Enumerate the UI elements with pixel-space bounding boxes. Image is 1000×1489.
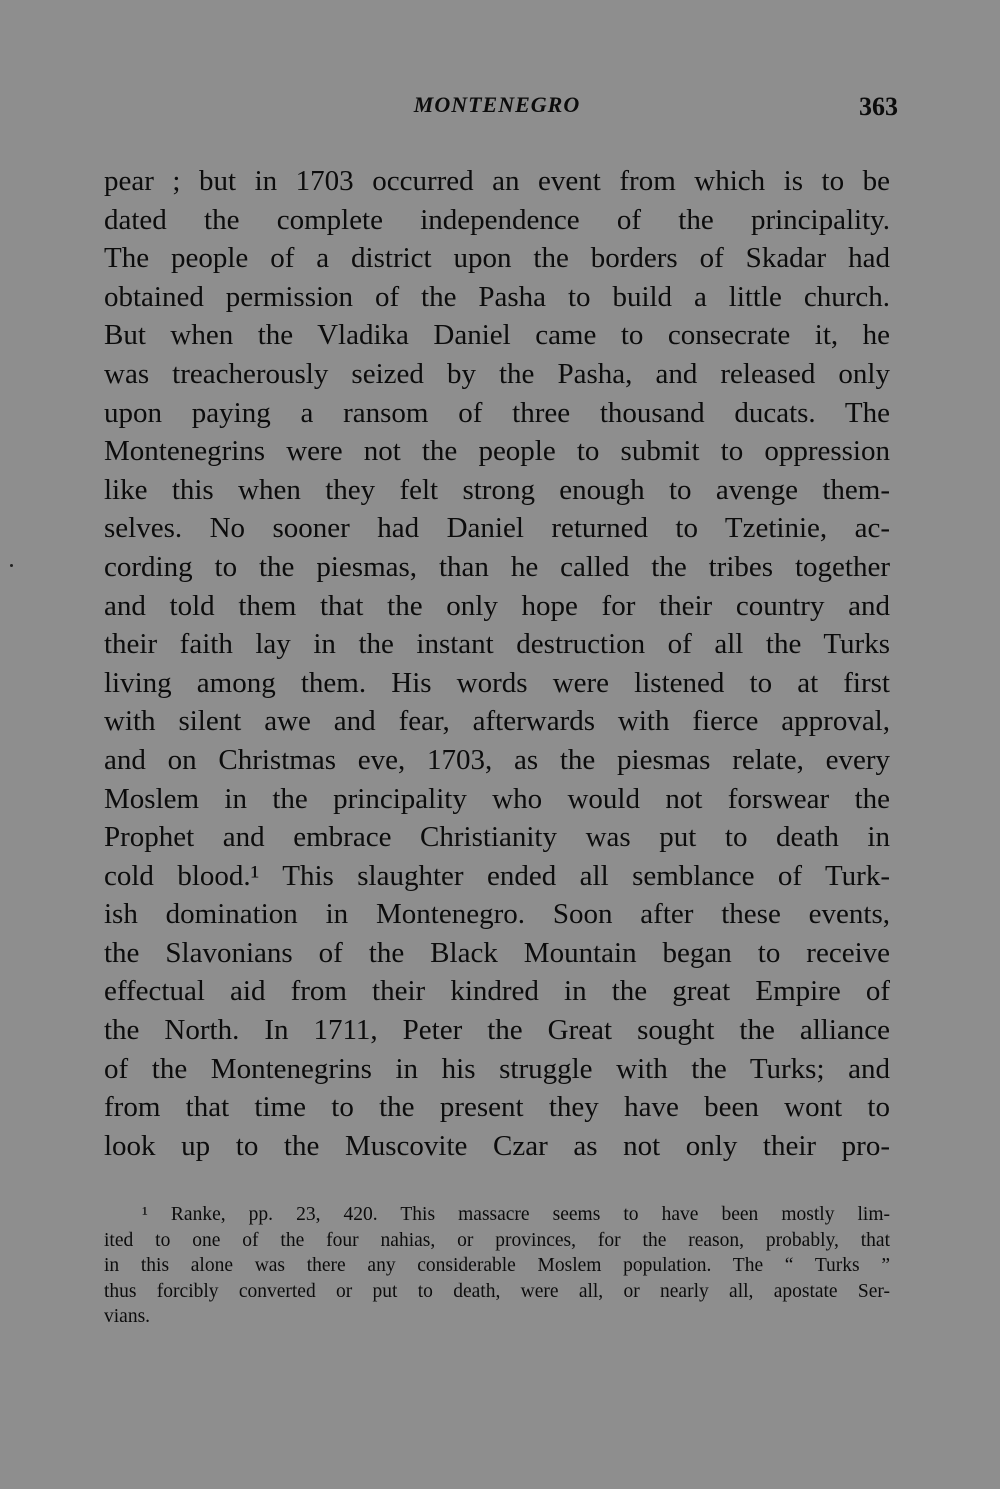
footnote-line: ¹ Ranke, pp. 23, 420. This massacre seems to have been mostly lim- [142, 1204, 890, 1225]
text-line: and on Christmas eve, 1703, as the piesmas relate, every [104, 743, 890, 776]
text-line: and told them that the only hope for their country and [104, 589, 890, 622]
text-line: cold blood.¹ This slaughter ended all semblance of Turk- [104, 859, 890, 892]
text-line: effectual aid from their kindred in the great Empire of [104, 975, 890, 1008]
text-line: upon paying a ransom of three thousand ducats. The [104, 396, 890, 429]
page-number: 363 [859, 92, 898, 121]
footnote-line: ited to one of the four nahias, or provinces, for the reason, probably, that [104, 1229, 890, 1251]
running-title: MONTENEGRO [413, 92, 581, 117]
text-line: was treacherously seized by the Pasha, and released only [104, 357, 890, 390]
text-line: look up to the Muscovite Czar as not only their pro- [104, 1129, 890, 1162]
footnote-line: thus forcibly converted or put to death, were all, or nearly all, apostate Ser- [104, 1280, 890, 1302]
footnotes [104, 1202, 890, 1330]
text-line: their faith lay in the instant destruction of all the Turks [104, 628, 890, 661]
text-line: like this when they felt strong enough to avenge them- [104, 473, 890, 506]
text-line: Montenegrins were not the people to submit to oppression [104, 435, 890, 468]
body-text [104, 162, 890, 1165]
text-line: The people of a district upon the borders of Skadar had [104, 242, 890, 275]
text-line: of the Montenegrins in his struggle with the Turks; and [104, 1052, 890, 1085]
text-line: with silent awe and fear, afterwards with fierce approval, [104, 705, 890, 738]
text-line: Prophet and embrace Christianity was put to death in [104, 821, 890, 854]
text-line: living among them. His words were listened to at first [104, 666, 890, 699]
text-line: the North. In 1711, Peter the Great sought the alliance [104, 1014, 890, 1047]
text-line: dated the complete independence of the principality. [104, 203, 890, 236]
running-head [104, 92, 898, 132]
footnote-line: vians. [104, 1306, 151, 1327]
text-line: the Slavonians of the Black Mountain began to receive [104, 936, 890, 969]
text-line: But when the Vladika Daniel came to consecrate it, he [104, 319, 890, 352]
margin-mark [10, 564, 13, 567]
text-line: cording to the piesmas, than he called the tribes together [104, 550, 890, 583]
text-line: selves. No sooner had Daniel returned to Tzetinie, ac- [104, 512, 890, 545]
text-line: from that time to the present they have been wont to [104, 1091, 890, 1124]
text-line: obtained permission of the Pasha to build a little church. [104, 280, 890, 313]
footnote-line: in this alone was there any considerable Moslem population. The “ Turks ” [104, 1255, 890, 1276]
text-line: ish domination in Montenegro. Soon after these events, [104, 898, 890, 931]
text-line: Moslem in the principality who would not forswear the [104, 782, 890, 815]
text-line: pear ; but in 1703 occurred an event from which is to be [104, 165, 890, 197]
